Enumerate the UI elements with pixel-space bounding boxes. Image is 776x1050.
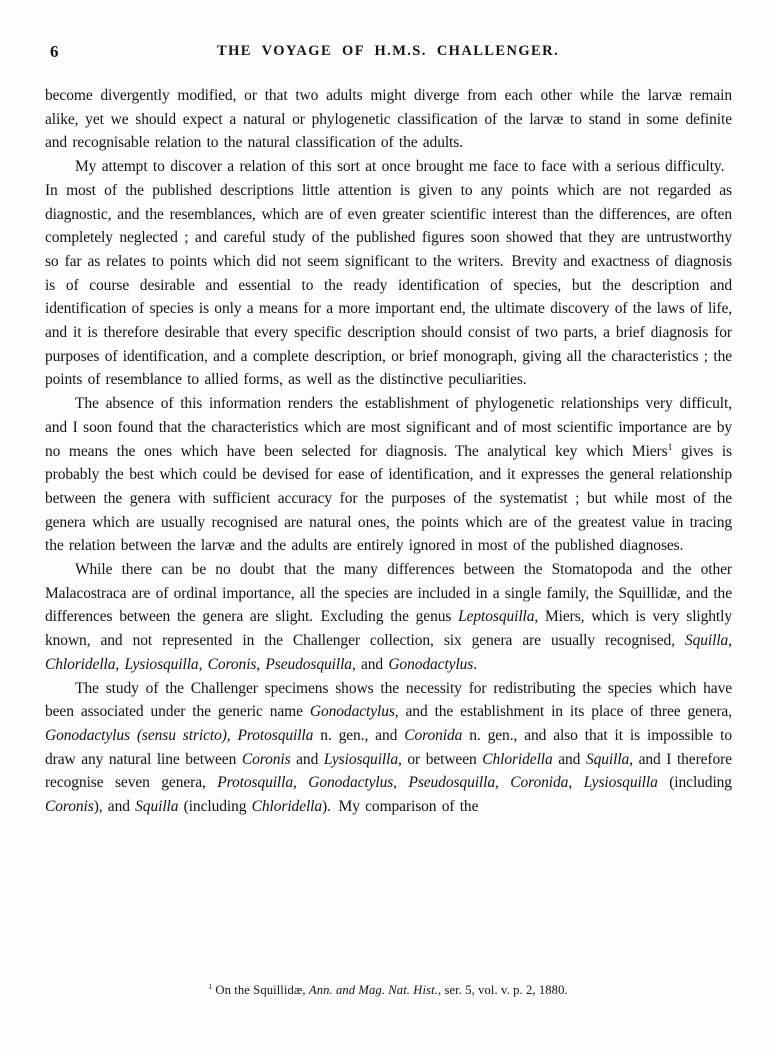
paragraph-2 [45, 155, 732, 392]
text-run: n. gen., and also that it is impossible to draw any natural line between [45, 726, 732, 768]
text-run: Protosquilla [237, 726, 314, 744]
text-run: Ann. and Mag. Nat. Hist. [308, 983, 438, 997]
text-run: , and the establishment in its place of three genera, [394, 703, 732, 721]
text-run: ). My comparison of the [322, 798, 479, 816]
text-run: (including [178, 798, 252, 816]
text-run: Coronida [404, 726, 463, 744]
text-run: Lysiosquilla [323, 750, 398, 768]
text-run: , Miers, which is very slightly known, and not represented in the Challenger collection, six genera are usually recognised, [45, 608, 732, 650]
text-block [45, 84, 732, 982]
page-number: 6 [50, 42, 59, 61]
text-run: Squilla [135, 798, 179, 816]
text-run: Lysiosquilla [583, 774, 658, 792]
text-run: , [568, 774, 584, 792]
text-run: , [115, 655, 125, 673]
text-run: Chloridella [482, 750, 553, 768]
text-run: and [290, 750, 324, 768]
text-run: ), and [93, 798, 136, 816]
text-run: and [552, 750, 586, 768]
text-run: , [393, 774, 409, 792]
text-run: , and [351, 655, 389, 673]
text-run: My attempt to discover a relation of this sort at once brought me face to face with a serious difficulty. In most of the published descriptions little attention is given to any points which are not regarded as diagnostic, and the resemblances, which are of even greater scientific interest than the differences, are often completely neglected ; and careful study of the published figures soon showed that they are untrustworthy so far as relates to points which did not seem significant to the writers. Brevity and exactness of diagnosis is of course desirable and essential to the ready identification of species, but the description and identification of species is only a means for a more important end, the ultimate discovery of the laws of life, and it is therefore desirable that every specific description should consist of two parts, a brief diagnosis for purposes of identification, and a complete description, or brief monograph, giving all the characteristics ; the points of resemblance to allied forms, as well as the distinctive peculiarities. [45, 158, 732, 389]
text-run: Coronis [241, 750, 291, 768]
text-run: become divergently modified, or that two adults might diverge from each other while the larvæ remain alike, yet we should expect a natural or phylogenetic classification of the larvæ to stand in some definite and recognisable relation to the natural classification of the adults. [45, 87, 732, 152]
text-run: , [256, 655, 266, 673]
footnote-text [212, 983, 568, 997]
text-run: Gonodactylus (sensu stricto) [45, 726, 227, 744]
text-run: Chloridella [251, 798, 323, 816]
text-run: Chloridella [45, 655, 116, 673]
text-run: Coronis [207, 655, 257, 673]
text-run: (including [657, 774, 732, 792]
running-head-title: THE VOYAGE OF H.M.S. CHALLENGER. [217, 43, 559, 59]
footnote-marker: 1 [208, 981, 213, 991]
text-run: Gonodactylus [388, 655, 474, 673]
paragraph-4 [45, 558, 732, 677]
text-run: n. gen., and [313, 726, 405, 744]
footnote-ref: 1 [667, 441, 673, 453]
text-run: . [473, 655, 478, 673]
footnote [0, 982, 776, 998]
text-run: The study of the Challenger specimens shows the necessity for redistributing the species which have been associated under the generic name [45, 679, 732, 721]
text-run: Gonodactylus [309, 703, 395, 721]
text-run: Protosquilla [217, 774, 293, 792]
text-run: , and I therefore recognise seven genera, [45, 750, 732, 792]
text-run: gives is probably the best which could be devised for ease of identification, and it expresses the general relationship between the genera with sufficient accuracy for the purposes of the systematist ; but while most of the genera which are usually recognised are natural ones, the points which are of the greatest value in tracing the relation between the larvæ and the adults are entirely ignored in most of the published diagnoses. [45, 442, 732, 555]
text-run: , [292, 774, 309, 792]
text-run: Squilla [585, 750, 630, 768]
text-run: Lysiosquilla [124, 655, 199, 673]
text-run: , ser. 5, vol. v. p. 2, 1880. [437, 983, 568, 997]
text-run: , or between [397, 750, 483, 768]
text-run: Pseudosquilla [408, 774, 495, 792]
text-run: Leptosquilla [458, 608, 535, 626]
text-run: Squilla [684, 632, 729, 650]
paragraph-3 [45, 392, 732, 558]
text-run: Coronis [45, 798, 94, 816]
page-header [0, 42, 776, 64]
text-run: While there can be no doubt that the many differences between the Stomatopoda and the other Malacostraca are of ordinal importance, all the species are included in a single family, the Squillidæ, and the differences between the genera are slight. Excluding the genus [45, 561, 732, 626]
text-run: Pseudosquilla [265, 655, 352, 673]
text-run: , [226, 726, 238, 744]
paragraph-5 [45, 677, 732, 819]
text-run: Gonodactylus [308, 774, 394, 792]
text-run: Coronida [510, 774, 569, 792]
text-run: , [494, 774, 511, 792]
text-run: The absence of this information renders the establishment of phylogenetic relationships very difficult, and I soon found that the characteristics which are most significant and of most scientific importance are by no means the ones which have been selected for diagnosis. The analytical key which Miers [45, 395, 732, 460]
text-run: , [728, 632, 732, 650]
text-run: , [198, 655, 208, 673]
paragraph-1 [45, 84, 732, 155]
text-run: On the Squillidæ, [212, 983, 309, 997]
